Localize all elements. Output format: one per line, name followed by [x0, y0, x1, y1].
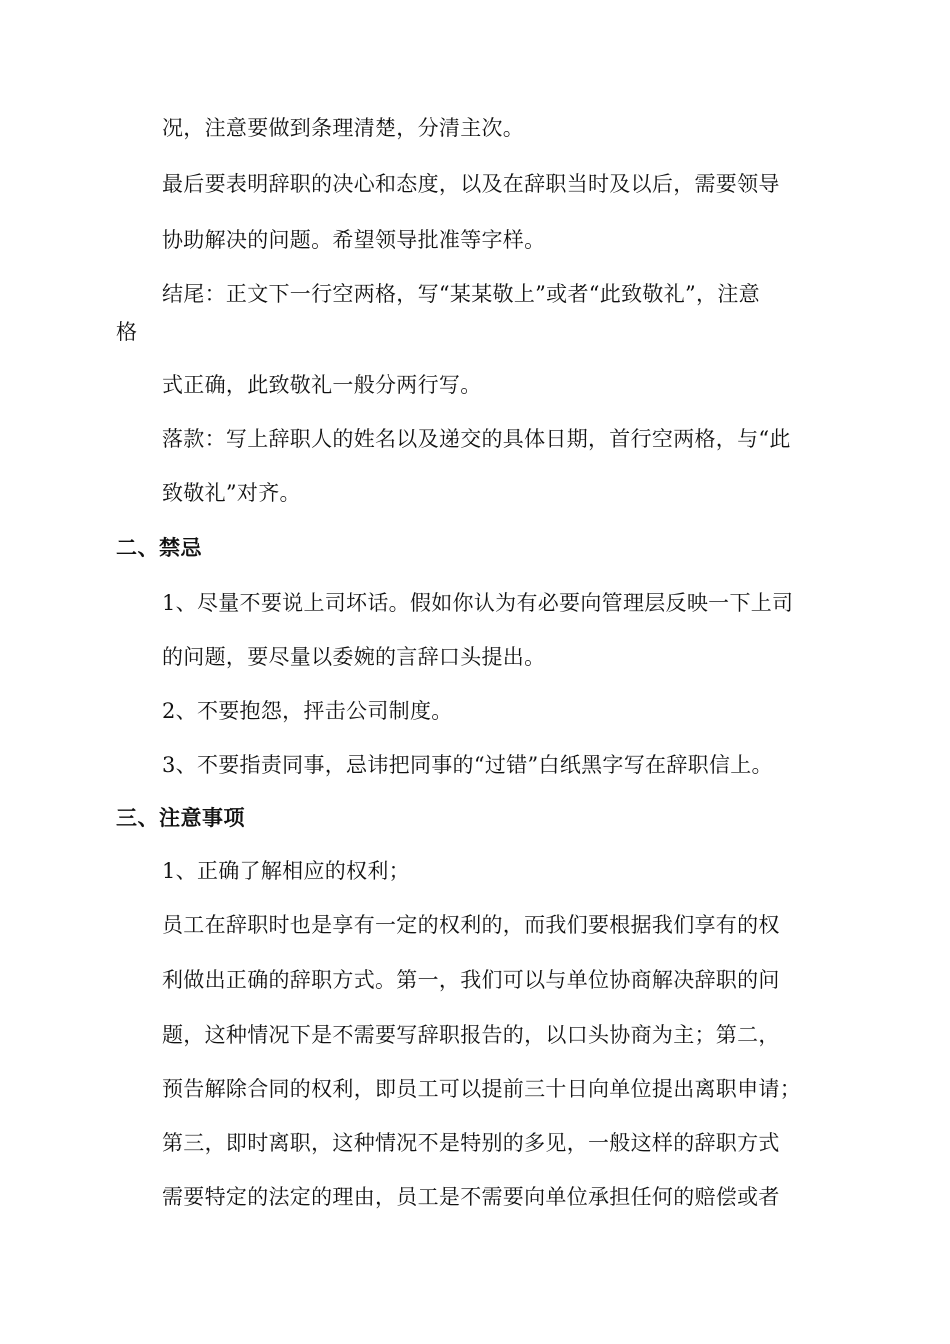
body-line: 第三，即时离职，这种情况不是特别的多见，一般这样的辞职方式 [162, 1131, 780, 1155]
body-line: 况，注意要做到条理清楚，分清主次。 [162, 116, 525, 140]
body-line: 协助解决的问题。希望领导批准等字样。 [162, 228, 546, 252]
section-heading-taboos: 二、禁忌 [116, 536, 202, 560]
body-line: 需要特定的法定的理由，员工是不需要向单位承担任何的赔偿或者 [162, 1185, 780, 1209]
body-line: 致敬礼”对齐。 [162, 481, 301, 505]
body-line: 1、正确了解相应的权利； [162, 859, 410, 883]
body-line: 式正确，此致敬礼一般分两行写。 [162, 373, 482, 397]
body-line: 员工在辞职时也是享有一定的权利的，而我们要根据我们享有的权 [162, 913, 780, 937]
body-line: 最后要表明辞职的决心和态度，以及在辞职当时及以后，需要领导 [162, 172, 780, 196]
body-line: 2、不要抱怨，抨击公司制度。 [162, 699, 453, 723]
body-line: 预告解除合同的权利，即员工可以提前三十日向单位提出离职申请； [162, 1077, 801, 1101]
body-line: 落款：写上辞职人的姓名以及递交的具体日期，首行空两格，与“此 [162, 427, 791, 451]
section-heading-notes: 三、注意事项 [116, 806, 245, 830]
body-line: 1、尽量不要说上司坏话。假如你认为有必要向管理层反映一下上司 [162, 591, 794, 615]
body-line: 的问题，要尽量以委婉的言辞口头提出。 [162, 645, 546, 669]
body-line: 题，这种情况下是不需要写辞职报告的，以口头协商为主；第二， [162, 1023, 780, 1047]
body-line: 利做出正确的辞职方式。第一，我们可以与单位协商解决辞职的问 [162, 968, 780, 992]
body-line: 3、不要指责同事，忌讳把同事的“过错”白纸黑字写在辞职信上。 [162, 753, 773, 777]
body-line: 结尾：正文下一行空两格，写“某某敬上”或者“此致敬礼”，注意 [162, 282, 760, 306]
body-line-wrap: 格 [116, 320, 138, 344]
